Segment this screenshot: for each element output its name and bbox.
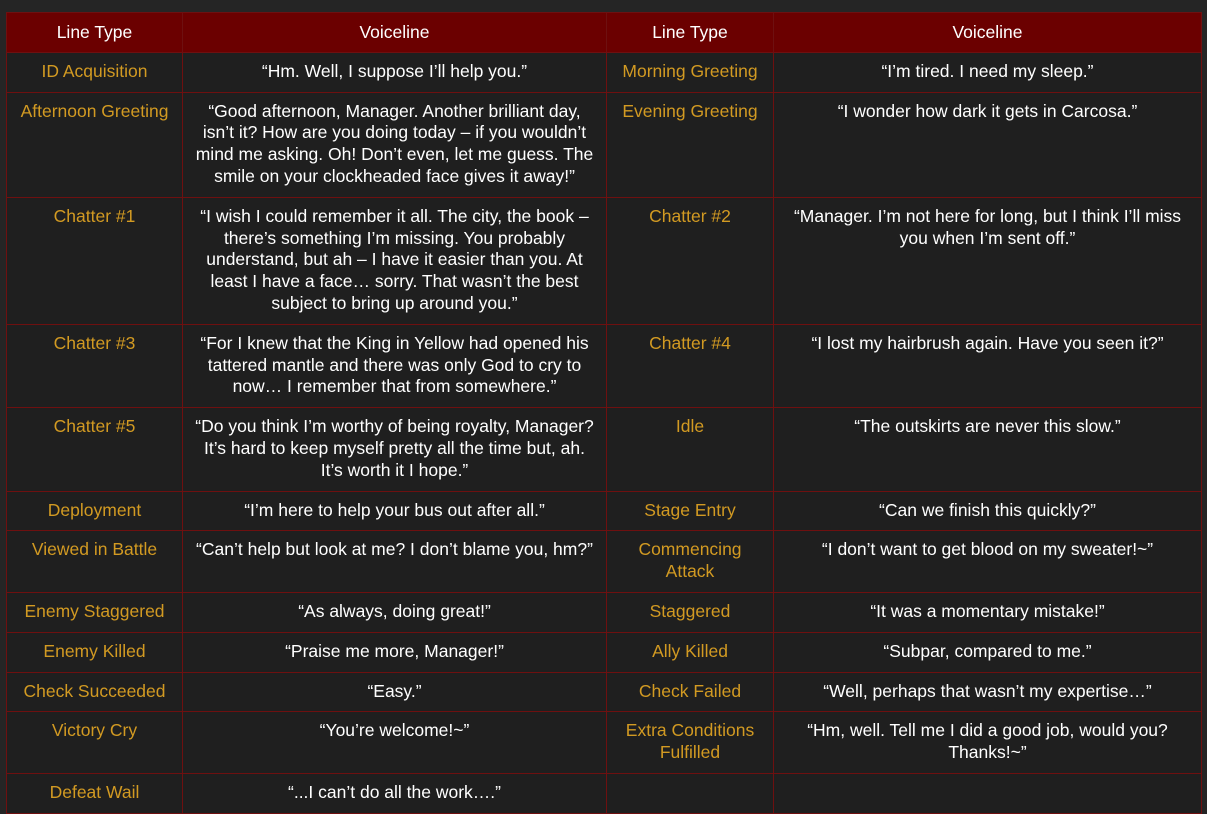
voiceline-cell: “Easy.” [183,672,607,712]
table-header-row [7,13,1202,53]
line-type-cell: Morning Greeting [607,52,774,92]
header-voiceline-right: Voiceline [774,13,1202,53]
line-type-cell: Enemy Staggered [7,592,183,632]
voiceline-cell: “Can’t help but look at me? I don’t blame you, hm?” [183,531,607,593]
line-type-cell: Ally Killed [607,632,774,672]
line-type-cell: Commencing Attack [607,531,774,593]
voiceline-cell: “I don’t want to get blood on my sweater!~” [774,531,1202,593]
table-row [7,712,1202,774]
table-row [7,197,1202,324]
header-line-type-left: Line Type [7,13,183,53]
line-type-cell: Stage Entry [607,491,774,531]
voiceline-cell: “Hm. Well, I suppose I’ll help you.” [183,52,607,92]
voiceline-cell: “For I knew that the King in Yellow had opened his tattered mantle and there was only God to cry to now… I remember that from somewhere.” [183,324,607,407]
voiceline-cell: “Hm, well. Tell me I did a good job, would you? Thanks!~” [774,712,1202,774]
table-row [7,592,1202,632]
voiceline-cell: “You’re welcome!~” [183,712,607,774]
line-type-cell: Chatter #5 [7,408,183,491]
voiceline-cell: “I wonder how dark it gets in Carcosa.” [774,92,1202,197]
voiceline-cell: “I’m here to help your bus out after all.” [183,491,607,531]
voiceline-table [6,12,1202,814]
voiceline-cell: “I lost my hairbrush again. Have you seen it?” [774,324,1202,407]
line-type-cell: Viewed in Battle [7,531,183,593]
line-type-cell: Chatter #3 [7,324,183,407]
line-type-cell: Extra Conditions Fulfilled [607,712,774,774]
voiceline-cell: “Well, perhaps that wasn’t my expertise…” [774,672,1202,712]
line-type-cell: Chatter #1 [7,197,183,324]
line-type-cell: Evening Greeting [607,92,774,197]
voiceline-cell: “I wish I could remember it all. The city, the book – there’s something I’m missing. You probably understand, but ah – I have it easier than you. At least I have a face… sorry. That wasn’t the best subject to bring up around you.” [183,197,607,324]
table-row [7,491,1202,531]
voiceline-cell: “Subpar, compared to me.” [774,632,1202,672]
empty-cell [607,773,774,813]
line-type-cell: Afternoon Greeting [7,92,183,197]
table-row [7,773,1202,813]
line-type-cell: ID Acquisition [7,52,183,92]
line-type-cell: Defeat Wail [7,773,183,813]
voiceline-cell: “Good afternoon, Manager. Another brilliant day, isn’t it? How are you doing today – if you wouldn’t mind me asking. Oh! Don’t even, let me guess. The smile on your clockheaded face gives it away!” [183,92,607,197]
table-row [7,672,1202,712]
header-line-type-right: Line Type [607,13,774,53]
line-type-cell: Check Succeeded [7,672,183,712]
header-voiceline-left: Voiceline [183,13,607,53]
voiceline-table-container [6,12,1201,814]
line-type-cell: Check Failed [607,672,774,712]
line-type-cell: Chatter #4 [607,324,774,407]
table-row [7,52,1202,92]
table-row [7,408,1202,491]
table-row [7,324,1202,407]
table-row [7,632,1202,672]
table-row [7,531,1202,593]
voiceline-cell: “Manager. I’m not here for long, but I think I’ll miss you when I’m sent off.” [774,197,1202,324]
line-type-cell: Idle [607,408,774,491]
line-type-cell: Enemy Killed [7,632,183,672]
voiceline-cell: “Can we finish this quickly?” [774,491,1202,531]
empty-cell [774,773,1202,813]
line-type-cell: Staggered [607,592,774,632]
voiceline-cell: “It was a momentary mistake!” [774,592,1202,632]
line-type-cell: Chatter #2 [607,197,774,324]
voiceline-cell: “I’m tired. I need my sleep.” [774,52,1202,92]
voiceline-cell: “Do you think I’m worthy of being royalty, Manager? It’s hard to keep myself pretty all the time but, ah. It’s worth it I hope.” [183,408,607,491]
table-row [7,92,1202,197]
voiceline-cell: “...I can’t do all the work….” [183,773,607,813]
line-type-cell: Victory Cry [7,712,183,774]
voiceline-cell: “Praise me more, Manager!” [183,632,607,672]
voiceline-cell: “As always, doing great!” [183,592,607,632]
line-type-cell: Deployment [7,491,183,531]
voiceline-cell: “The outskirts are never this slow.” [774,408,1202,491]
